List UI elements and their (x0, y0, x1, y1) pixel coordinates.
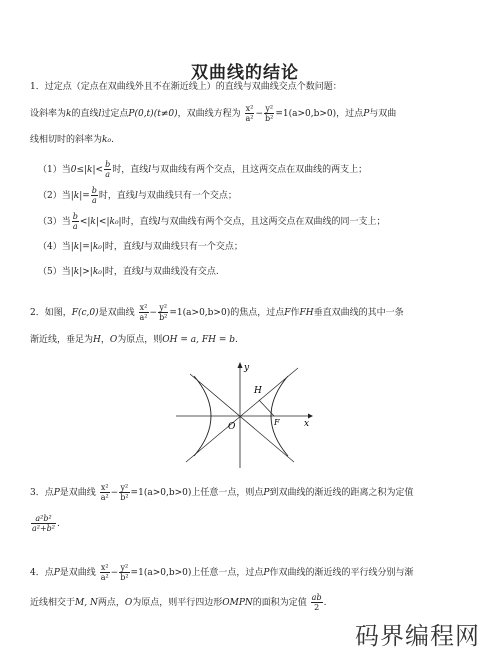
text: 上任意一点，过点 (191, 568, 264, 578)
case-post: 时，直线 (104, 242, 141, 252)
var-p: P (53, 488, 60, 498)
text: 线相切时的斜率为 (30, 135, 103, 145)
den: a² (100, 573, 109, 582)
point-p: P(0,t)(t≠0) (128, 109, 178, 119)
case-4 (38, 241, 243, 253)
var-p: P (263, 488, 270, 498)
case-cond: 0≤|k|< (70, 165, 104, 175)
var-fh: FH (299, 308, 314, 318)
text: 4．点 (30, 568, 54, 578)
den: a (91, 196, 97, 205)
var-l: l (148, 165, 152, 175)
fraction-y2-b2 (264, 104, 274, 123)
num: x² (100, 483, 109, 492)
case-pre: （5）当 (38, 267, 71, 277)
case-result: 与双曲线有两个交点，且这两交点在双曲线的两支上； (151, 165, 368, 175)
num: b (105, 160, 111, 169)
text: . (235, 335, 238, 345)
den: 2 (314, 603, 320, 612)
den: a (105, 170, 111, 179)
fraction-x2-a2 (100, 483, 110, 502)
case-cond: |k|= (70, 191, 90, 201)
text: 是双曲线 (59, 488, 96, 498)
var-p: P (263, 568, 270, 578)
x-axis-arrow (308, 414, 313, 419)
text: 为原点，则 (117, 335, 163, 345)
num: x² (245, 104, 254, 113)
case-pre: （1）当 (38, 165, 71, 175)
var-k0: k₀ (102, 135, 112, 145)
num: y² (265, 104, 274, 113)
text: 设斜率为 (30, 109, 67, 119)
fraction-y2-b2 (119, 483, 129, 502)
var-h: H (93, 335, 101, 345)
text: ， (100, 335, 110, 345)
var-p: P (53, 568, 60, 578)
var-o: O (109, 335, 118, 345)
f-label: F (274, 418, 280, 427)
hyperbola-figure (176, 360, 314, 468)
watermark-logo: 码界编程网 (355, 622, 480, 650)
s1-setup: 设斜率为k的直线l过定点P(0,t)(t≠0)，双曲线方程为 $\frac{\text{x²}}{\text{a²}}$ − $\frac{\text{y²}}{\text{b²}}$ =1(a>0,b>0)，过点P与双曲 (30, 104, 397, 123)
case-post: 时，直线 (98, 191, 135, 201)
den: a² (139, 313, 148, 322)
s1-heading: 1．过定点（定点在双曲线外且不在渐近线上）的直线与双曲线交点个数问题： (30, 82, 342, 92)
case-2 (38, 186, 237, 205)
num: x² (139, 303, 148, 312)
case-result: 与双曲线有两个交点，且这两交点在双曲线的同一支上； (160, 217, 386, 227)
s2-line1: 2．如图，F(c,0)是双曲线 $\frac{\text{x²}}{\text{a²}}$ − $\frac{\text{y²}}{\text{b²}}$ =1(a>0,b>0)的焦点，过点F作FH垂直双曲线的其中一条 (30, 303, 404, 322)
case-pre: （2）当 (38, 191, 71, 201)
num: b (91, 186, 97, 195)
case-post: 时，直线 (121, 217, 158, 227)
fraction-b-a (72, 212, 79, 231)
case-pre: （3）当 (38, 217, 71, 227)
text: 3．点 (30, 488, 54, 498)
case-result: 与双曲线只有一个交点； (137, 191, 237, 201)
var-l: l (98, 109, 102, 119)
den: a² (100, 493, 109, 502)
text: 是双曲线 (59, 568, 96, 578)
case-post: 时，直线 (104, 267, 141, 277)
asymptote-2 (186, 368, 298, 462)
s1-line2 (30, 134, 114, 146)
case-cond: |k|>|k₀| (70, 267, 105, 277)
y-label: y (244, 363, 250, 373)
text: ，双曲线方程为 (177, 109, 241, 119)
text: . (57, 519, 60, 529)
text: 过定点 (101, 109, 129, 119)
text: 近线相交于 (30, 598, 76, 608)
y-axis-arrow (238, 362, 243, 368)
result: OH = a, FH = b (162, 335, 235, 345)
equation-rest: =1(a>0,b>0) (275, 109, 337, 119)
var-l: l (157, 217, 161, 227)
equation-rest: =1(a>0,b>0) (169, 308, 231, 318)
text: . (111, 135, 114, 145)
o-label: O (228, 422, 236, 432)
den: a (72, 222, 78, 231)
text: 为原点，则平行四边形 (132, 598, 223, 608)
den: b² (120, 493, 129, 502)
den: b² (120, 573, 129, 582)
case-cond: |k|=|k₀| (70, 242, 105, 252)
s3-line1: 3．点P是双曲线 $\frac{\text{x²}}{\text{a²}}$ − $\frac{\text{y²}}{\text{b²}}$ =1(a>0,b>0)上任意一点，则点P到双曲线的渐近线的距离之积为定值 (30, 483, 414, 502)
text: 与双曲 (369, 109, 397, 119)
case-5 (38, 266, 219, 278)
s4-line1: 4．点P是双曲线 $\frac{\text{x²}}{\text{a²}}$ − $\frac{\text{y²}}{\text{b²}}$ =1(a>0,b>0)上任意一点，过点P作双曲线的渐近线的平行线分别与渐 (30, 563, 414, 582)
text: 的焦点，过点 (230, 308, 285, 318)
den: b² (159, 313, 168, 322)
case-pre: （4）当 (38, 242, 71, 252)
text: . (323, 598, 327, 608)
var-o: O (124, 598, 133, 608)
x-label: x (304, 419, 310, 429)
equation-rest: =1(a>0,b>0) (130, 568, 192, 578)
var-l: l (140, 267, 144, 277)
fraction-result (31, 514, 56, 533)
point-f: F(c,0) (71, 308, 99, 318)
var-mn: M, N (75, 598, 98, 608)
num: y² (159, 303, 168, 312)
text: 垂直双曲线的其中一条 (313, 308, 404, 318)
var-l: l (134, 191, 138, 201)
fraction-x2-a2 (100, 563, 110, 582)
s4-line2 (30, 593, 326, 612)
num: ab (311, 593, 322, 602)
fraction-x2-a2 (139, 303, 149, 322)
fraction-x2-a2 (245, 104, 255, 123)
text: 2．如图， (30, 308, 72, 318)
fraction-y2-b2 (158, 303, 168, 322)
case-result: 与双曲线只有一个交点； (143, 242, 243, 252)
s2-line2 (30, 334, 238, 346)
case-result: 与双曲线没有交点. (143, 267, 219, 277)
fraction-y2-b2 (119, 563, 129, 582)
num: y² (120, 563, 129, 572)
text: 到双曲线的渐近线的距离之积为定值 (269, 488, 414, 498)
case-post: 时，直线 (112, 165, 149, 175)
var-l: l (140, 242, 144, 252)
var-p: P (363, 109, 370, 119)
den: b² (265, 114, 274, 123)
text: 作双曲线的渐近线的平行线分别与渐 (269, 568, 414, 578)
equation-rest: =1(a>0,b>0) (130, 488, 192, 498)
var-ompn: OMPN (222, 598, 253, 608)
fraction-ab-2 (311, 593, 323, 612)
case-1 (38, 160, 367, 179)
text: ，过点 (336, 109, 364, 119)
case-3 (38, 212, 386, 231)
fraction-b-a (104, 160, 111, 179)
num: y² (120, 483, 129, 492)
text: 是双曲线 (98, 308, 135, 318)
num: a²b² (31, 514, 56, 524)
s3-result (30, 514, 60, 533)
var-f: F (284, 308, 291, 318)
text: 的面积为定值 (252, 598, 307, 608)
fraction-b-a (91, 186, 98, 205)
text: 的直线 (71, 109, 99, 119)
text: 作 (290, 308, 300, 318)
den: a²+b² (32, 524, 56, 533)
text: 上任意一点，则点 (191, 488, 264, 498)
var-k: k (66, 109, 72, 119)
den: a² (245, 114, 254, 123)
num: b (72, 212, 78, 221)
case-cond: <|k|<|k₀| (79, 217, 122, 227)
page-title: 双曲线的结论 (191, 63, 299, 83)
h-label: H (254, 386, 262, 396)
text: 两点， (97, 598, 125, 608)
text: 渐近线，垂足为 (30, 335, 94, 345)
num: x² (100, 563, 109, 572)
